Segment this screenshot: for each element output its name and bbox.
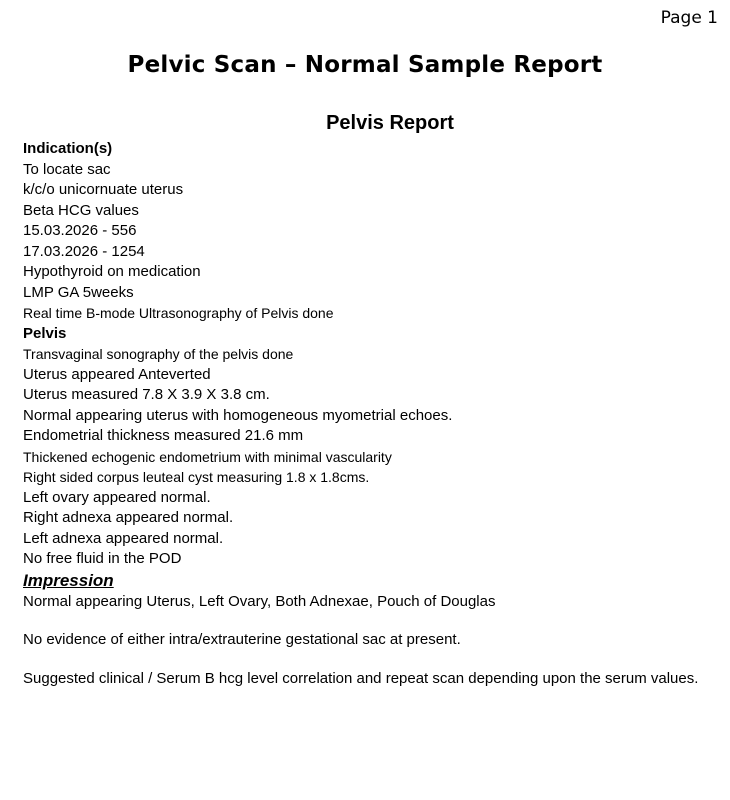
indication-line: Hypothyroid on medication (23, 263, 201, 280)
indication-line: LMP GA 5weeks (23, 283, 134, 301)
pelvis-line: Uterus measured 7.8 X 3.9 X 3.8 cm. (23, 386, 270, 403)
pelvis-line: Right adnexa appeared normal. (23, 509, 234, 526)
pelvis-line: Transvaginal sonography of the pelvis done (23, 346, 294, 362)
page-number: Page 1 (660, 8, 718, 28)
pelvis-line: Endometrial thickness measured 21.6 mm (23, 427, 304, 444)
indication-line: 15.03.2026 - 556 (23, 222, 137, 239)
pelvis-line: Thickened echogenic endometrium with minimal vascularity (23, 448, 392, 465)
impression-line: No evidence of either intra/extrauterine gestational sac at present. (23, 631, 461, 648)
impression-line: Normal appearing Uterus, Left Ovary, Both Adnexae, Pouch of Douglas (23, 592, 496, 610)
pelvis-line: Right sided corpus leuteal cyst measuring 1.8 x 1.8cms. (23, 469, 370, 485)
document-title: Pelvic Scan – Normal Sample Report (127, 52, 603, 78)
indication-line: k/c/o unicornuate uterus (23, 181, 184, 198)
impression-heading: Impression (23, 570, 114, 590)
pelvis-line: No free fluid in the POD (23, 550, 182, 567)
report-body (23, 139, 723, 689)
indication-line: To locate sac (23, 160, 111, 178)
pelvis-line: Normal appearing uterus with homogeneous myometrial echoes. (23, 406, 453, 424)
indications-heading: Indication(s) (23, 140, 113, 157)
report-title: Pelvis Report (326, 112, 454, 134)
impression-line: Suggested clinical / Serum B hcg level correlation and repeat scan depending upon the serum values. (23, 669, 699, 687)
pelvis-line: Left adnexa appeared normal. (23, 529, 224, 547)
indication-line: 17.03.2026 - 1254 (23, 242, 145, 260)
pelvis-line: Uterus appeared Anteverted (23, 365, 211, 383)
pelvis-line: Left ovary appeared normal. (23, 488, 211, 506)
procedure-line: Real time B-mode Ultrasonography of Pelvis done (23, 305, 334, 321)
pelvis-heading: Pelvis (23, 324, 67, 342)
indication-line: Beta HCG values (23, 201, 139, 219)
